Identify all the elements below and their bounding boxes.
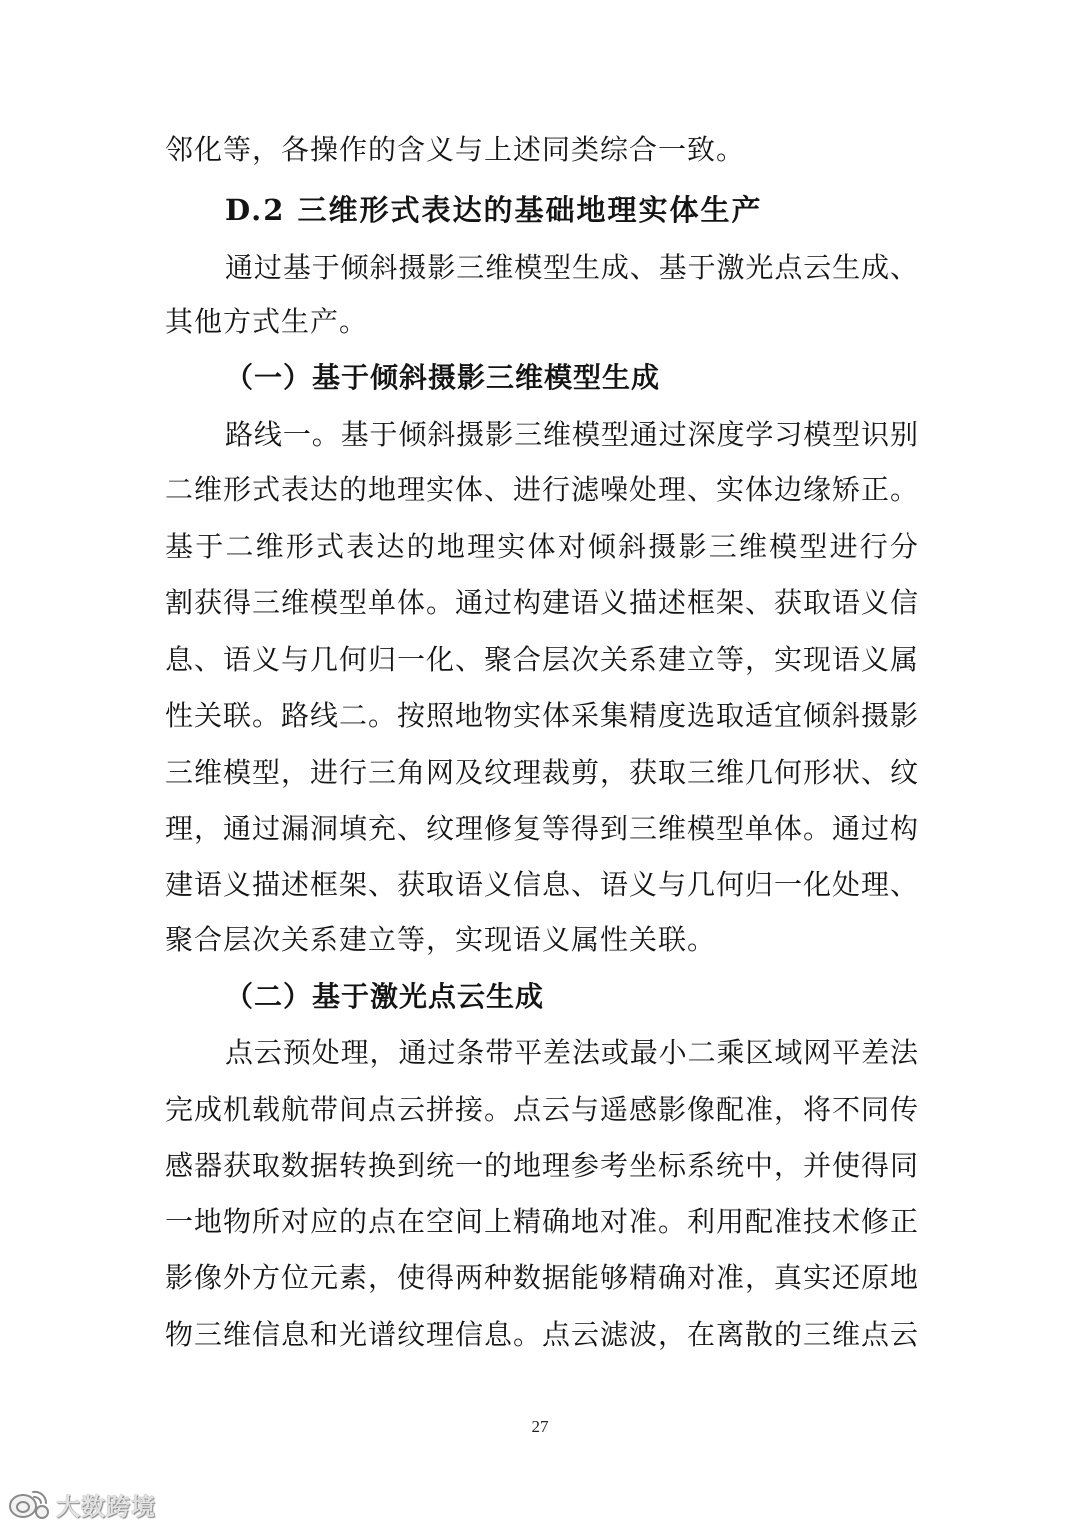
watermark-logo-icon (6, 1486, 52, 1522)
body-line: 息、语义与几何归一化、聚合层次关系建立等，实现语义属 (165, 643, 918, 676)
body-line: 感器获取数据转换到统一的地理参考坐标系统中，并使得同 (165, 1149, 918, 1182)
body-line: 理，通过漏洞填充、纹理修复等得到三维模型单体。通过构 (165, 812, 918, 845)
body-line: 影像外方位元素，使得两种数据能够精确对准，真实还原地 (165, 1261, 918, 1294)
body-line: 建语义描述框架、获取语义信息、语义与几何归一化处理、 (165, 868, 918, 901)
body-line: 完成机载航带间点云拼接。点云与遥感影像配准，将不同传 (165, 1093, 918, 1126)
watermark (6, 1484, 156, 1524)
section-heading: D.2 三维形式表达的基础地理实体生产 (225, 193, 763, 227)
subsection-heading: （二）基于激光点云生成 (225, 980, 545, 1013)
body-line: 聚合层次关系建立等，实现语义属性关联。 (165, 923, 717, 956)
body-line: 基于二维形式表达的地理实体对倾斜摄影三维模型进行分 (165, 530, 918, 563)
body-line: 通过基于倾斜摄影三维模型生成、基于激光点云生成、 (225, 251, 918, 284)
body-line: 性关联。路线二。按照地物实体采集精度选取适宜倾斜摄影 (165, 699, 918, 732)
body-line: 二维形式表达的地理实体、进行滤噪处理、实体边缘矫正。 (165, 473, 918, 506)
body-line: 邻化等，各操作的含义与上述同类综合一致。 (165, 133, 746, 166)
body-line: 三维模型，进行三角网及纹理裁剪，获取三维几何形状、纹 (165, 756, 918, 789)
watermark-text: 大数跨境 (56, 1492, 156, 1521)
body-line: 一地物所对应的点在空间上精确地对准。利用配准技术修正 (165, 1205, 918, 1238)
subsection-heading: （一）基于倾斜摄影三维模型生成 (225, 361, 661, 394)
body-line: 点云预处理，通过条带平差法或最小二乘区域网平差法 (225, 1036, 918, 1069)
body-line: 路线一。基于倾斜摄影三维模型通过深度学习模型识别 (225, 418, 918, 451)
page-number: 27 (531, 1417, 549, 1436)
body-line: 割获得三维模型单体。通过构建语义描述框架、获取语义信 (165, 586, 918, 619)
body-line: 物三维信息和光谱纹理信息。点云滤波，在离散的三维点云 (165, 1318, 918, 1351)
body-line: 其他方式生产。 (165, 305, 369, 338)
